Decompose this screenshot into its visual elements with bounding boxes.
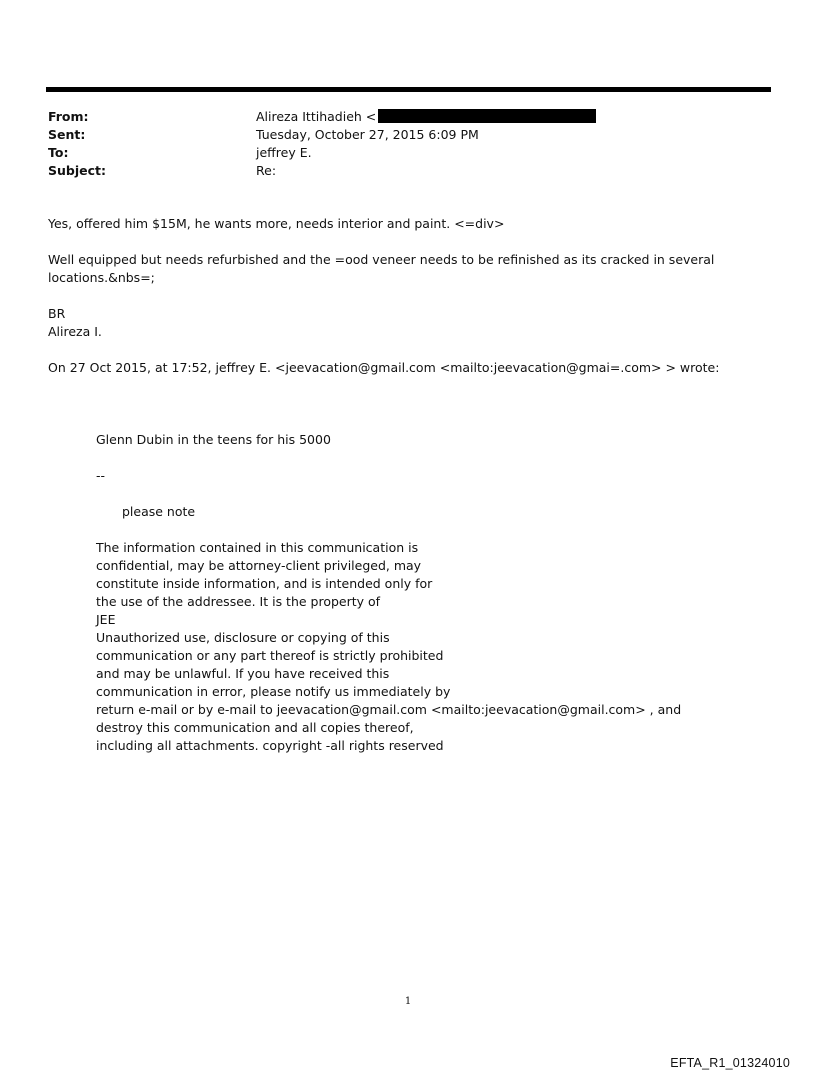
body-paragraph-2-line-1: Well equipped but needs refurbished and the =ood veneer needs to be refinished as its cracked in several: [48, 252, 715, 267]
top-rule: [46, 87, 771, 92]
disclaimer-block: [96, 539, 681, 755]
from-row: [48, 108, 768, 126]
redaction-bar: [378, 109, 596, 123]
quoted-note: please note: [122, 504, 196, 519]
disclaimer-line: communication or any part thereof is strictly prohibited: [96, 648, 444, 663]
to-label: To:: [48, 145, 69, 160]
signature-br: BR: [48, 306, 66, 321]
quoted-message: Glenn Dubin in the teens for his 5000: [96, 432, 331, 447]
from-sender: Alireza Ittihadieh <: [256, 109, 377, 124]
disclaimer-line: constitute inside information, and is intended only for: [96, 576, 433, 591]
disclaimer-line: communication in error, please notify us immediately by: [96, 684, 451, 699]
sent-row: [48, 126, 768, 144]
disclaimer-line: return e-mail or by e-mail to jeevacation@gmail.com <mailto:jeevacation@gmail.com> , and: [96, 702, 682, 717]
quoted-separator: --: [96, 468, 106, 483]
subject-value: Re:: [256, 163, 277, 178]
subject-label: Subject:: [48, 163, 106, 178]
sent-value: Tuesday, October 27, 2015 6:09 PM: [256, 127, 479, 142]
quote-header: On 27 Oct 2015, at 17:52, jeffrey E. <jeevacation@gmail.com <mailto:jeevacation@gmai=.com> > wrote:: [48, 360, 720, 375]
signature-name: Alireza I.: [48, 324, 102, 339]
subject-row: [48, 162, 768, 180]
disclaimer-line: the use of the addressee. It is the property of: [96, 594, 381, 609]
bates-number: EFTA_R1_01324010: [670, 1056, 790, 1070]
disclaimer-line: The information contained in this communication is: [96, 540, 419, 555]
email-header: [48, 108, 768, 180]
disclaimer-line: and may be unlawful. If you have received this: [96, 666, 390, 681]
disclaimer-line: JEE: [96, 612, 116, 627]
disclaimer-line: confidential, may be attorney-client privileged, may: [96, 558, 422, 573]
disclaimer-line: including all attachments. copyright -all rights reserved: [96, 738, 444, 753]
to-value: jeffrey E.: [256, 145, 312, 160]
body-paragraph-1: Yes, offered him $15M, he wants more, needs interior and paint. <=div>: [48, 216, 505, 231]
from-value: [256, 108, 596, 126]
from-label: From:: [48, 109, 89, 124]
body-paragraph-2-line-2: locations.&nbs=;: [48, 270, 155, 285]
disclaimer-line: Unauthorized use, disclosure or copying of this: [96, 630, 390, 645]
disclaimer-line: destroy this communication and all copies thereof,: [96, 720, 414, 735]
to-row: [48, 144, 768, 162]
page-number: 1: [404, 996, 412, 1007]
sent-label: Sent:: [48, 127, 86, 142]
